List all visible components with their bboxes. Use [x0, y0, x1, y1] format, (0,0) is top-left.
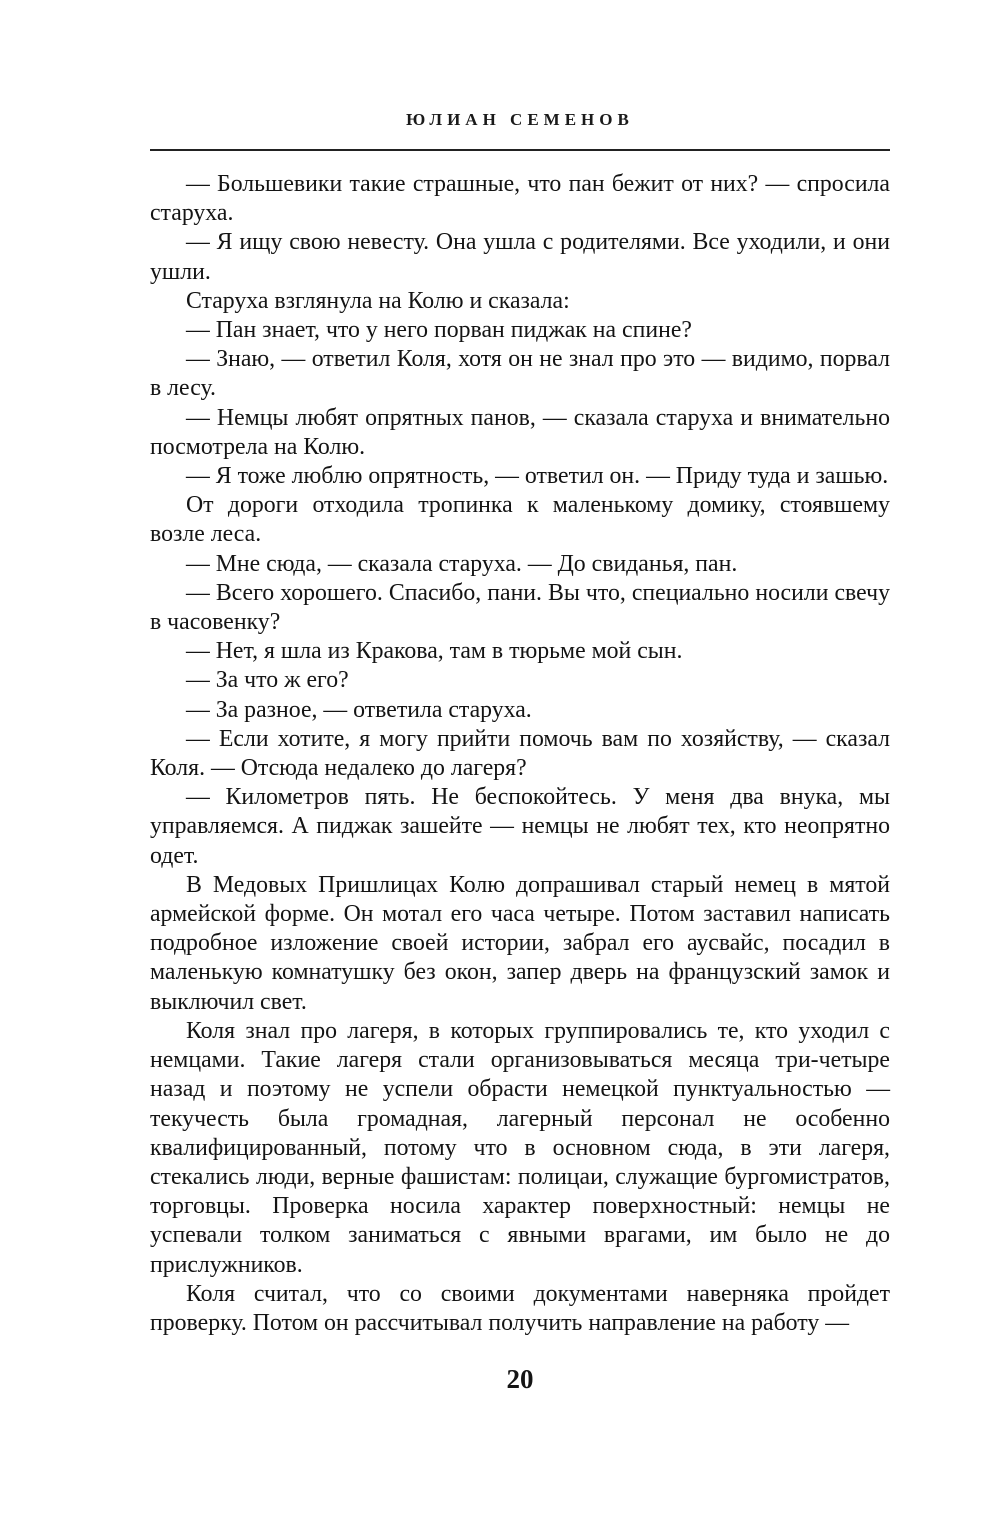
- paragraph: — Я ищу свою невесту. Она ушла с родителями. Все уходили, и они ушли.: [150, 229, 890, 285]
- paragraph: — Мне сюда, — сказала старуха. — До свиданья, пан.: [186, 550, 738, 577]
- paragraph: — Знаю, — ответил Коля, хотя он не знал про это — видимо, порвал в лесу.: [150, 346, 890, 402]
- header-rule: [150, 149, 890, 151]
- body-text: [150, 170, 890, 1338]
- paragraph: — Всего хорошего. Спасибо, пани. Вы что, специально носили свечу в часовенку?: [150, 579, 890, 636]
- paragraph: Коля знал про лагеря, в которых группировались те, кто уходил с немцами. Такие лагеря стали организовываться месяца три-четыре назад и поэтому не успели обрасти немецкой пунктуальностью — текучесть была громадная, лагерный персонал не особенно квалифицированный, потому что в основном сюда, в эти лагеря, стекались люди, верные фашистам: полицаи, служащие бургомистратов, торговцы. Проверка носила характер поверхностный: немцы не успевали толком заниматься с явными врагами, им было не до прислужников.: [150, 1017, 890, 1278]
- paragraph: — Большевики такие страшные, что пан бежит от них? — спросила старуха.: [150, 171, 890, 227]
- paragraph: — Если хотите, я могу прийти помочь вам по хозяйству, — сказал Коля. — Отсюда недалеко до лагеря?: [150, 725, 890, 782]
- paragraph: — Я тоже люблю опрятность, — ответил он. — Приду туда и зашью.: [186, 463, 889, 490]
- paragraph: Старуха взглянула на Колю и сказала:: [186, 287, 570, 314]
- paragraph: В Медовых Пришлицах Колю допрашивал старый немец в мятой армейской форме. Он мотал его часа четыре. Потом заставил написать подробное изложение своей истории, забрал его аусвайс, посадил в маленькую комнатушку без окон, запер дверь на французский замок и выключил свет.: [150, 871, 890, 1015]
- paragraph: — За разное, — ответила старуха.: [186, 696, 532, 723]
- running-head: ЮЛИАН СЕМЕНОВ: [406, 110, 634, 129]
- paragraph: — За что ж его?: [186, 667, 349, 694]
- paragraph: Коля считал, что со своими документами наверняка пройдет проверку. Потом он рассчитывал получить направление на работу —: [150, 1280, 890, 1336]
- paragraph: — Нет, я шла из Кракова, там в тюрьме мой сын.: [186, 638, 683, 665]
- paragraph: — Немцы любят опрятных панов, — сказала старуха и внимательно посмотрела на Колю.: [150, 404, 890, 460]
- paragraph: — Километров пять. Не беспокойтесь. У меня два внука, мы управляемся. А пиджак зашейте — немцы не любят тех, кто неопрятно одет.: [150, 784, 890, 869]
- paragraph: От дороги отходила тропинка к маленькому домику, стоявшему возле леса.: [150, 492, 890, 548]
- paragraph: — Пан знает, что у него порван пиджак на спине?: [186, 317, 692, 344]
- page-number: 20: [506, 1364, 534, 1394]
